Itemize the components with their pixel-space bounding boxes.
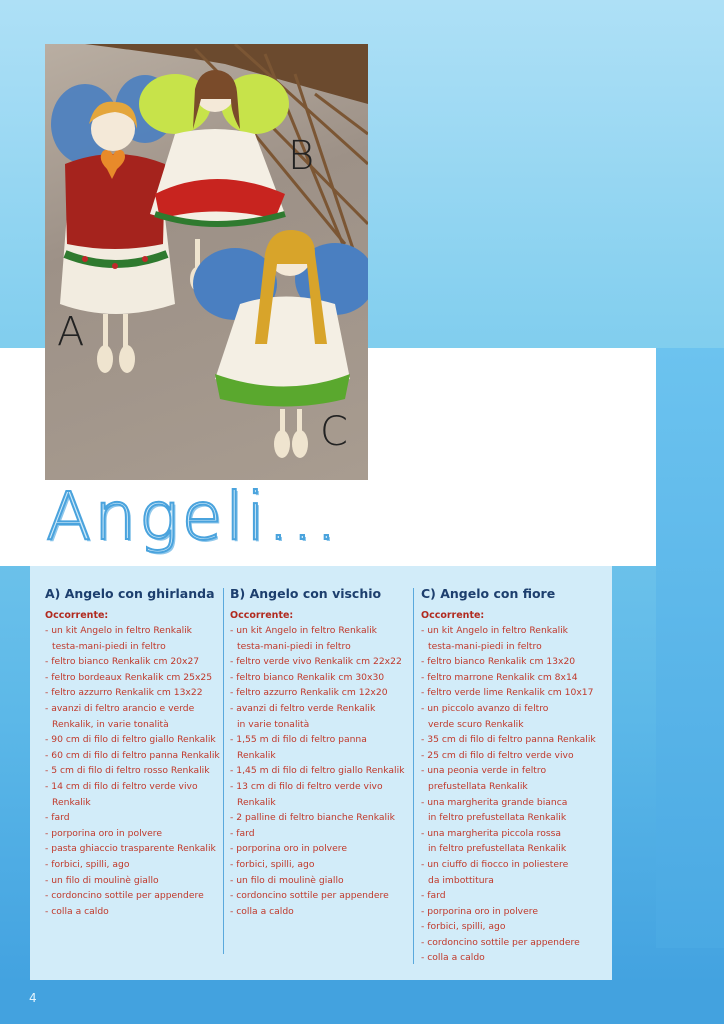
material-item: - 1,55 m di filo di feltro panna Renkalik bbox=[230, 734, 367, 761]
material-item: - feltro bordeaux Renkalik cm 25x25 bbox=[45, 671, 213, 683]
material-item: - un filo di moulinè giallo bbox=[230, 874, 344, 886]
material-item: - 13 cm di filo di feltro verde vivo Renkalik bbox=[230, 780, 383, 808]
column-divider-1 bbox=[223, 588, 224, 954]
material-item: - feltro bianco Renkalik cm 20x27 bbox=[45, 656, 200, 668]
material-item: - 90 cm di filo di feltro giallo Renkalik bbox=[45, 734, 216, 746]
materials-list bbox=[45, 623, 223, 919]
material-item: - cordoncino sottile per appendere bbox=[421, 936, 580, 948]
material-item: - cordoncino sottile per appendere bbox=[230, 890, 389, 902]
material-item: - un kit Angelo in feltro Renkalik testa-mani-piedi in feltro bbox=[230, 625, 377, 652]
photo-label-a: A bbox=[57, 309, 85, 355]
column-heading: A) Angelo con ghirlanda bbox=[45, 586, 215, 601]
material-item: - colla a caldo bbox=[45, 905, 109, 917]
photo-label-c: C bbox=[320, 409, 348, 455]
material-item: - fard bbox=[230, 827, 255, 839]
material-item: - feltro verde lime Renkalik cm 10x17 bbox=[421, 687, 594, 699]
material-item: - feltro bianco Renkalik cm 13x20 bbox=[421, 656, 576, 668]
material-item: - colla a caldo bbox=[421, 952, 485, 964]
column-angelo-vischio bbox=[230, 586, 408, 919]
column-angelo-fiore bbox=[421, 586, 599, 966]
material-item: - fard bbox=[45, 812, 70, 824]
material-item: - una peonia verde in feltro prefustellata Renkalik bbox=[421, 765, 547, 792]
material-item: - un filo di moulinè giallo bbox=[45, 874, 159, 886]
material-item: - porporina oro in polvere bbox=[45, 827, 162, 839]
column-heading: B) Angelo con vischio bbox=[230, 586, 382, 601]
material-item: - porporina oro in polvere bbox=[421, 905, 538, 917]
occorrente-label: Occorrente: bbox=[230, 610, 294, 621]
material-item: - 60 cm di filo di feltro panna Renkalik bbox=[45, 749, 220, 761]
material-item: - avanzi di feltro arancio e verde Renkalik, in varie tonalità bbox=[45, 702, 195, 730]
material-item: - forbici, spilli, ago bbox=[230, 858, 315, 870]
material-item: - avanzi di feltro verde Renkalik in varie tonalità bbox=[230, 702, 376, 730]
material-item: - 35 cm di filo di feltro panna Renkalik bbox=[421, 734, 596, 746]
material-item: - colla a caldo bbox=[230, 905, 294, 917]
bottom-bar bbox=[0, 980, 724, 1024]
photo-label-b: B bbox=[288, 133, 315, 179]
material-item: - feltro marrone Renkalik cm 8x14 bbox=[421, 671, 578, 683]
material-item: - un kit Angelo in feltro Renkalik testa-mani-piedi in feltro bbox=[421, 625, 568, 652]
material-item: - un ciuffo di fiocco in poliestere da imbottitura bbox=[421, 858, 569, 886]
column-heading: C) Angelo con fiore bbox=[421, 586, 556, 601]
material-item: - una margherita grande bianca in feltro prefustellata Renkalik bbox=[421, 796, 568, 824]
material-item: - pasta ghiaccio trasparente Renkalik bbox=[45, 843, 216, 855]
material-item: - forbici, spilli, ago bbox=[45, 858, 130, 870]
material-item: - porporina oro in polvere bbox=[230, 843, 347, 855]
material-item: - una margherita piccola rossa in feltro prefustellata Renkalik bbox=[421, 827, 567, 855]
occorrente-label: Occorrente: bbox=[45, 610, 109, 621]
material-item: - 14 cm di filo di feltro verde vivo Renkalik bbox=[45, 780, 198, 808]
occorrente-label: Occorrente: bbox=[421, 610, 485, 621]
material-item: - cordoncino sottile per appendere bbox=[45, 890, 204, 902]
material-item: - feltro azzurro Renkalik cm 12x20 bbox=[230, 687, 388, 699]
material-item: - fard bbox=[421, 890, 446, 902]
materials-list bbox=[230, 623, 408, 919]
material-item: - forbici, spilli, ago bbox=[421, 921, 506, 933]
material-item: - feltro azzurro Renkalik cm 13x22 bbox=[45, 687, 203, 699]
material-item: - feltro bianco Renkalik cm 30x30 bbox=[230, 671, 385, 683]
material-item: - un piccolo avanzo di feltro verde scuro Renkalik bbox=[421, 702, 549, 730]
material-item: - 5 cm di filo di feltro rosso Renkalik bbox=[45, 765, 210, 777]
materials-list bbox=[421, 623, 599, 966]
material-item: - 1,45 m di filo di feltro giallo Renkalik bbox=[230, 765, 405, 777]
angels-photo bbox=[45, 44, 368, 480]
material-item: - un kit Angelo in feltro Renkalik testa-mani-piedi in feltro bbox=[45, 625, 192, 652]
material-item: - feltro verde vivo Renkalik cm 22x22 bbox=[230, 656, 402, 668]
page-title: Angeli... bbox=[46, 478, 340, 555]
column-angelo-ghirlanda bbox=[45, 586, 223, 919]
material-item: - 25 cm di filo di feltro verde vivo bbox=[421, 749, 574, 761]
right-blue-strip bbox=[656, 348, 724, 948]
page-number: 4 bbox=[29, 991, 37, 1005]
column-divider-2 bbox=[413, 588, 414, 964]
material-item: - 2 palline di feltro bianche Renkalik bbox=[230, 812, 395, 824]
